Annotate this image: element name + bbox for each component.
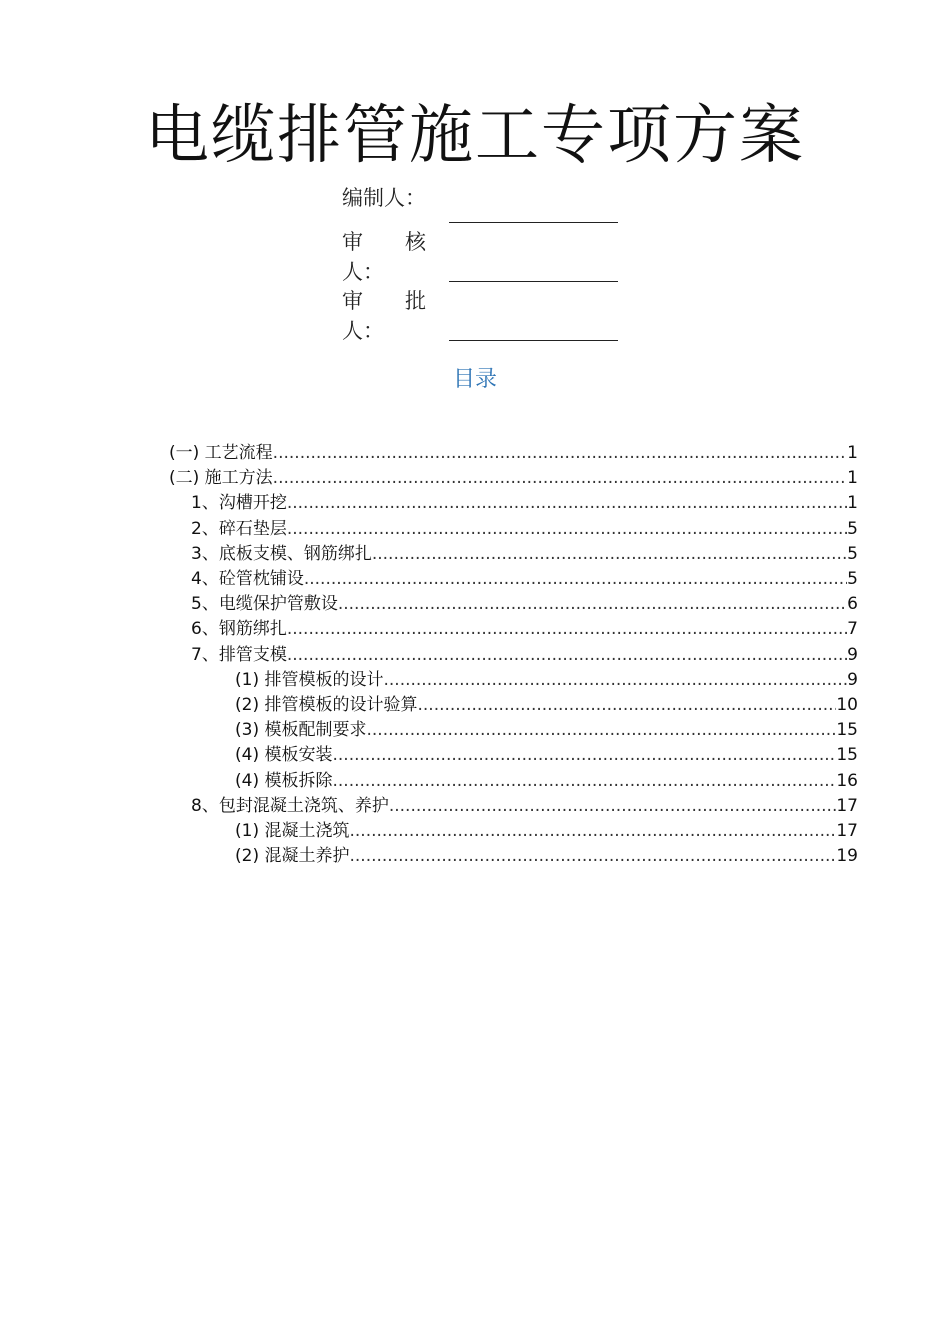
toc-entry-label: (4) 模板拆除 [235, 770, 333, 791]
toc-dot-leader [389, 794, 837, 819]
toc-entry[interactable] [191, 643, 858, 668]
toc-dot-leader [287, 643, 847, 668]
toc-entry-page: 1 [847, 443, 858, 463]
toc-entry-page: 9 [847, 644, 858, 665]
toc-entry-page: 5 [847, 518, 858, 539]
toc-entry[interactable] [235, 718, 858, 743]
toc-dot-leader [332, 769, 836, 794]
toc-entry[interactable] [191, 617, 858, 642]
toc-entry-page: 16 [836, 770, 858, 791]
toc-entry[interactable] [191, 567, 858, 592]
toc-entry-page: 5 [847, 543, 858, 564]
reviewer-label-line1: 审 核 [342, 230, 426, 254]
toc-dot-leader [349, 819, 836, 844]
toc-entry-page: 15 [836, 745, 858, 766]
toc-entry-label: 7、排管支模 [191, 644, 287, 665]
toc-dot-leader [304, 567, 847, 592]
toc-entry-label: (1) 混凝土浇筑 [235, 821, 350, 841]
compiler-signature-line [449, 222, 618, 223]
toc-entry[interactable] [169, 441, 858, 466]
toc-entry-page: 5 [847, 569, 858, 589]
toc-dot-leader [287, 517, 847, 542]
toc-dot-leader [287, 491, 847, 516]
reviewer-signature-line [449, 281, 618, 282]
toc-entry-page: 6 [847, 594, 858, 615]
reviewer-label-line2: 人： [342, 260, 384, 284]
toc-heading: 目录 [452, 367, 497, 392]
toc-dot-leader [372, 542, 847, 567]
toc-entry[interactable] [235, 693, 858, 718]
toc-entry-label: 4、砼管枕铺设 [191, 569, 304, 589]
toc-entry-page: 7 [847, 619, 858, 640]
toc-entry-page: 1 [847, 468, 858, 489]
toc-entry-label: (二) 施工方法 [169, 468, 273, 489]
toc-entry-label: (一) 工艺流程 [169, 443, 273, 463]
toc-entry-label: 2、碎石垫层 [191, 518, 287, 539]
toc-entry[interactable] [235, 743, 858, 768]
toc-entry-label: (2) 混凝土养护 [235, 846, 350, 867]
toc-entry-label: (1) 排管模板的设计 [235, 669, 384, 690]
toc-dot-leader [273, 441, 848, 466]
toc-entry[interactable] [191, 491, 858, 516]
toc-entry-page: 17 [836, 821, 858, 841]
toc-entry[interactable] [235, 769, 858, 794]
toc-entry[interactable] [191, 794, 858, 819]
toc-entry-label: 5、电缆保护管敷设 [191, 594, 338, 615]
approver-label-line2: 人： [342, 319, 384, 343]
toc-entry[interactable] [191, 517, 858, 542]
toc-dot-leader [383, 668, 847, 693]
toc-entry-label: 3、底板支模、钢筋绑扎 [191, 543, 372, 564]
toc-dot-leader [287, 617, 847, 642]
toc-dot-leader [417, 693, 836, 718]
document-title: 电缆排管施工专项方案 [145, 99, 805, 173]
toc-entry-label: (3) 模板配制要求 [235, 720, 367, 741]
toc-entry[interactable] [235, 819, 858, 844]
approver-label-line1: 审 批 [342, 289, 426, 313]
toc-entry-page: 17 [836, 795, 858, 816]
toc-entry-label: 1、沟槽开挖 [191, 493, 287, 514]
toc-dot-leader [332, 743, 836, 768]
toc-entry-label: (4) 模板安装 [235, 745, 333, 766]
compiler-label: 编制人： [342, 186, 426, 210]
toc-entry-label: (2) 排管模板的设计验算 [235, 695, 418, 715]
toc-entry-page: 1 [847, 493, 858, 514]
toc-dot-leader [366, 718, 836, 743]
toc-entry-page: 9 [847, 669, 858, 690]
toc-entry-page: 15 [836, 720, 858, 741]
toc-entry[interactable] [191, 592, 858, 617]
toc-dot-leader [338, 592, 847, 617]
toc-dot-leader [349, 844, 836, 869]
toc-entry[interactable] [235, 668, 858, 693]
toc-entry[interactable] [191, 542, 858, 567]
toc-entry-label: 6、钢筋绑扎 [191, 619, 287, 640]
toc-dot-leader [273, 466, 848, 491]
toc-entry-page: 10 [836, 695, 858, 715]
toc-entry-label: 8、包封混凝土浇筑、养护 [191, 795, 389, 816]
toc-entry-page: 19 [836, 846, 858, 867]
toc-entry[interactable] [169, 466, 858, 491]
approver-signature-line [449, 340, 618, 341]
toc-entry[interactable] [235, 844, 858, 869]
